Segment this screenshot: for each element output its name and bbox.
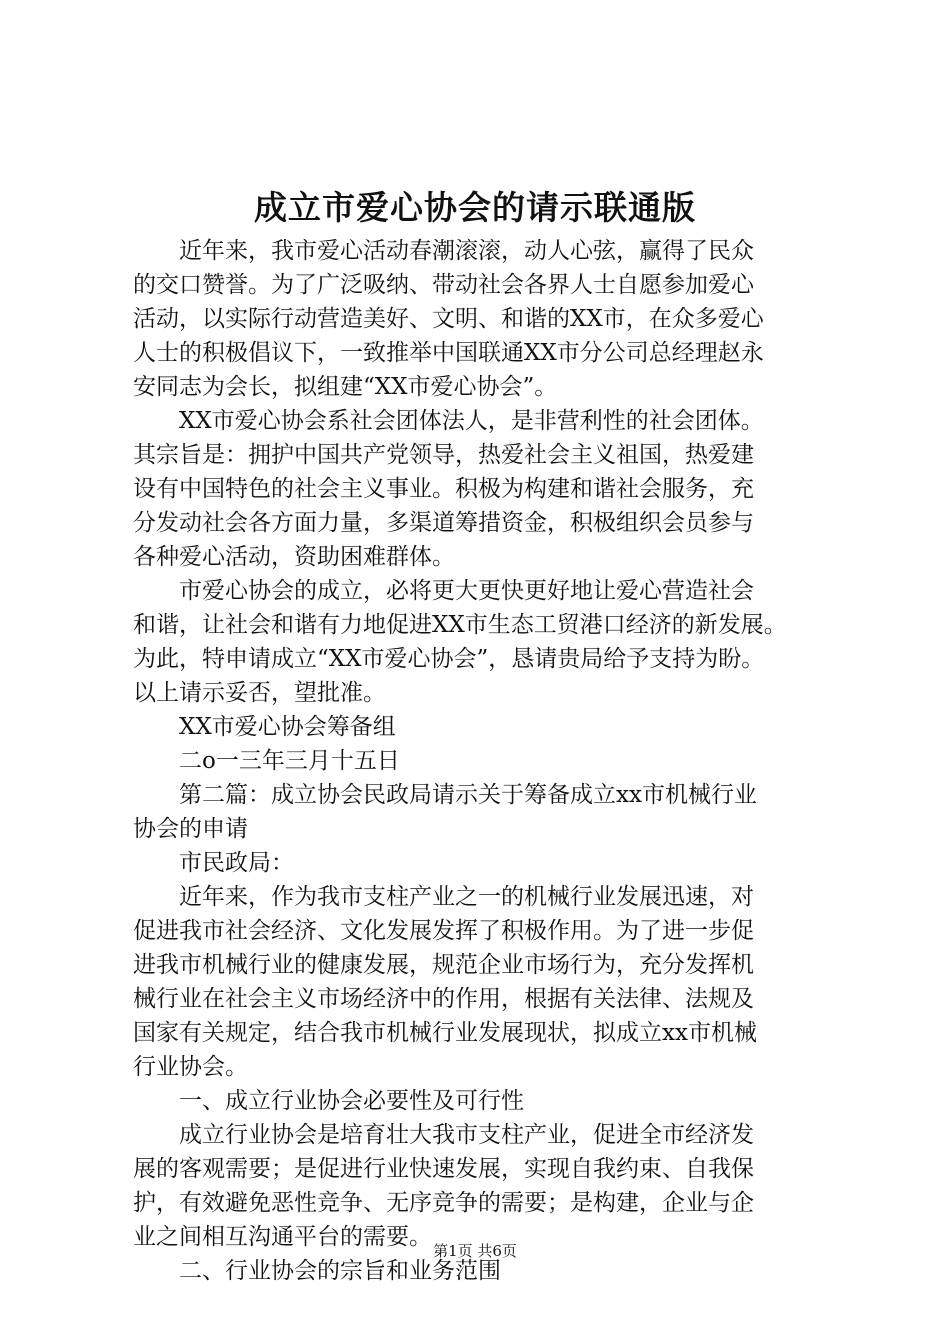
text-line: 促进我市社会经济、文化发展发挥了积极作用。为了进一步促	[133, 918, 754, 944]
signature-line: XX市爱心协会筹备组	[133, 714, 396, 740]
document-title: 成立市爱心协会的请示联通版	[254, 188, 696, 227]
page-number-footer: 第1页 共6页	[433, 1242, 517, 1260]
text-line: 近年来，我市爱心活动春潮滚滚，动人心弦，赢得了民众	[133, 238, 754, 264]
text-line: 为此，特申请成立“XX市爱心协会”，恳请贵局给予支持为盼。	[133, 646, 765, 672]
text-line: 业之间相互沟通平台的需要。	[133, 1224, 432, 1250]
recipient-line: 市民政局：	[133, 850, 294, 876]
text-line: 进我市机械行业的健康发展，规范企业市场行为，充分发挥机	[133, 952, 754, 978]
text-line: 和谐，让社会和谐有力地促进XX市生态工贸港口经济的新发展。	[133, 612, 787, 638]
text-line: 安同志为会长，拟组建“XX市爱心协会”。	[133, 374, 558, 400]
section-heading: 第二篇：成立协会民政局请示关于筹备成立xx市机械行业	[133, 782, 757, 808]
section-heading: 协会的申请	[133, 816, 248, 842]
text-line: 各种爱心活动，资助困难群体。	[133, 544, 455, 570]
text-line: 分发动社会各方面力量，多渠道筹措资金，积极组织会员参与	[133, 510, 754, 536]
date-line: 二o一三年三月十五日	[133, 748, 400, 774]
document-body	[133, 234, 823, 1288]
text-line: 的交口赞誉。为了广泛吸纳、带动社会各界人士自愿参加爱心	[133, 272, 754, 298]
text-line: 国家有关规定，结合我市机械行业发展现状，拟成立xx市机械	[133, 1020, 757, 1046]
text-line: 护，有效避免恶性竞争、无序竞争的需要；是构建，企业与企	[133, 1190, 754, 1216]
text-line: 成立行业协会是培育壮大我市支柱产业，促进全市经济发	[133, 1122, 754, 1148]
text-line: XX市爱心协会系社会团体法人，是非营利性的社会团体。	[133, 408, 764, 434]
text-line: 活动，以实际行动营造美好、文明、和谐的XX市，在众多爱心	[133, 306, 764, 332]
text-line: 以上请示妥否，望批准。	[133, 680, 386, 706]
text-line: 近年来，作为我市支柱产业之一的机械行业发展迅速，对	[133, 884, 754, 910]
text-line: 其宗旨是：拥护中国共产党领导，热爱社会主义祖国，热爱建	[133, 442, 754, 468]
subsection-heading: 一、成立行业协会必要性及可行性	[133, 1088, 524, 1114]
text-line: 行业协会。	[133, 1054, 248, 1080]
text-line: 人士的积极倡议下，一致推举中国联通XX市分公司总经理赵永	[133, 340, 764, 366]
text-line: 械行业在社会主义市场经济中的作用，根据有关法律、法规及	[133, 986, 754, 1012]
subsection-heading: 二、行业协会的宗旨和业务范围	[133, 1258, 501, 1284]
text-line: 展的客观需要；是促进行业快速发展，实现自我约束、自我保	[133, 1156, 754, 1182]
text-line: 市爱心协会的成立，必将更大更快更好地让爱心营造社会	[133, 578, 754, 604]
text-line: 设有中国特色的社会主义事业。积极为构建和谐社会服务，充	[133, 476, 754, 502]
